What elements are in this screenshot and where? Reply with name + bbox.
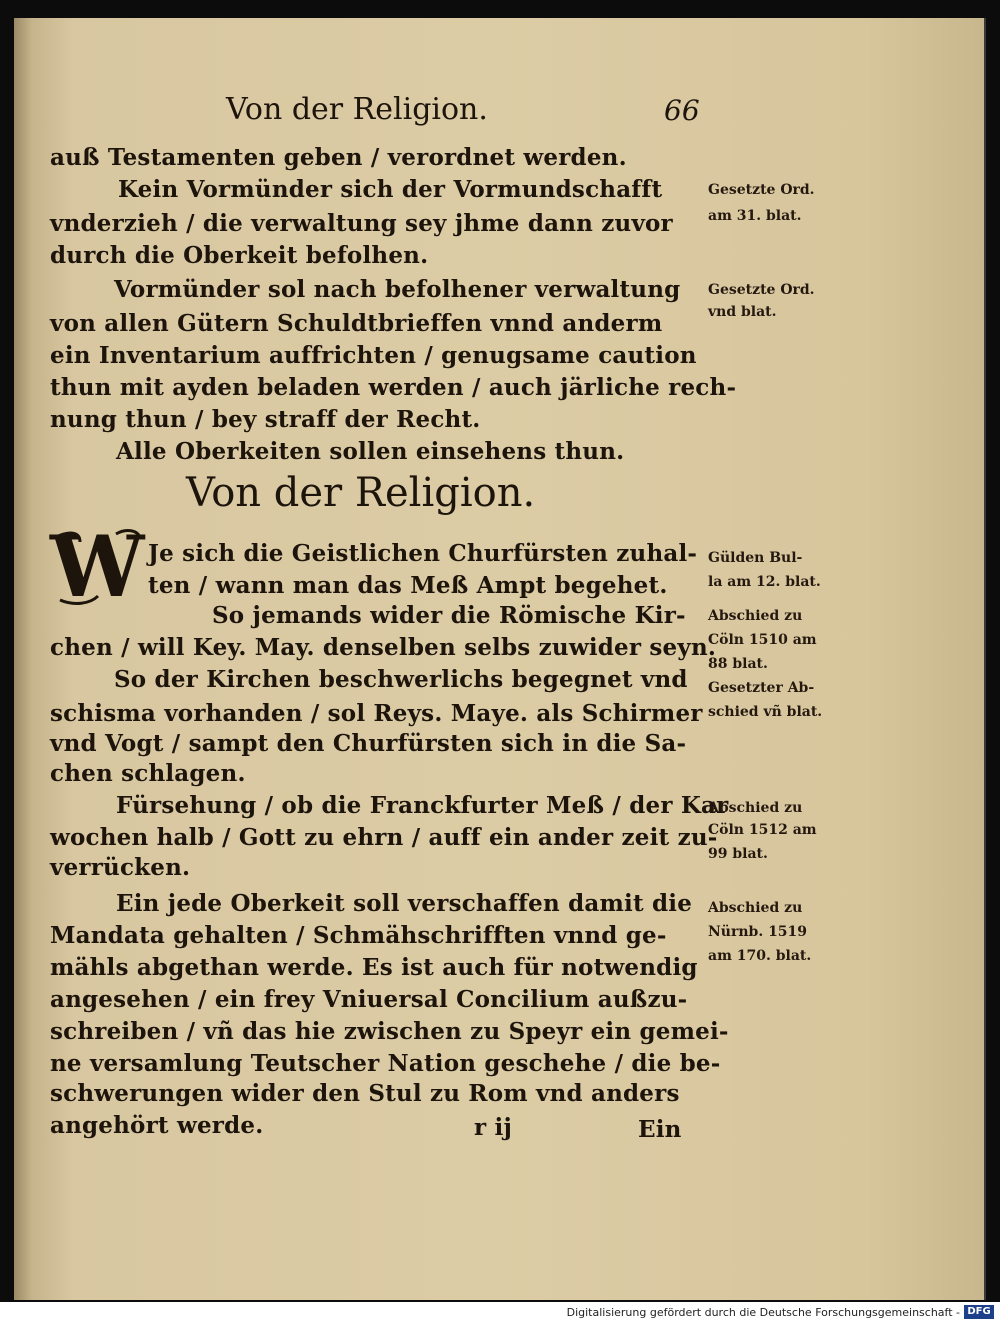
body-line: mähls abgethan werde. Es ist auch für notwendig [50,954,698,981]
body-line: vnderzieh / die verwaltung sey jhme dann zuvor [50,210,673,237]
body-line: Fürsehung / ob die Franckfurter Meß / der Kar [116,792,729,819]
margin-note: vnd blat. [708,304,777,320]
catchword: Ein [638,1116,682,1143]
body-line: schisma vorhanden / sol Reys. Maye. als Schirmer [50,700,703,727]
margin-note: Abschied zu [708,608,803,624]
body-line: chen schlagen. [50,760,246,787]
body-line: Kein Vormünder sich der Vormundschafft [118,176,663,203]
body-line: Mandata gehalten / Schmähschrifften vnnd ge- [50,922,667,949]
decorated-initial [50,517,146,616]
initial-letter: W [50,517,145,616]
body-line: Ein jede Oberkeit soll verschaffen damit die [116,890,693,917]
body-line: Je sich die Geistlichen Churfürsten zuhal- [148,540,698,567]
running-title: Von der Religion. [226,92,488,127]
body-line: ten / wann man das Meß Ampt begehet. [148,572,668,599]
margin-note: Abschied zu [708,800,803,816]
body-line: vnd Vogt / sampt den Churfürsten sich in die Sa- [50,730,687,757]
margin-note: Gesetzte Ord. [708,282,815,298]
margin-note: Nürnb. 1519 [708,924,808,940]
dfg-logo: DFG [964,1305,994,1319]
margin-note: schied vñ blat. [708,704,823,720]
body-line: ein Inventarium auffrichten / genugsame caution [50,342,697,369]
signature-mark: r ij [474,1114,512,1141]
margin-note: la am 12. blat. [708,574,821,590]
body-line: chen / will Key. May. denselben selbs zuwider seyn. [50,634,717,661]
body-line: So der Kirchen beschwerlichs begegnet vnd [114,666,688,693]
section-heading: Von der Religion. [186,470,536,516]
margin-note: Cöln 1512 am [708,822,817,838]
body-line: verrücken. [50,854,191,881]
body-line: schreiben / vñ das hie zwischen zu Speyr ein gemei- [50,1018,729,1045]
page-edge-line [984,18,986,1300]
body-line: wochen halb / Gott zu ehrn / auff ein ander zeit zu- [50,824,718,851]
margin-note: am 31. blat. [708,208,802,224]
margin-note: 99 blat. [708,846,768,862]
flourish-icon [50,528,146,606]
margin-note: Cöln 1510 am [708,632,817,648]
margin-note: 88 blat. [708,656,768,672]
body-line: schwerungen wider den Stul zu Rom vnd anders [50,1080,680,1107]
body-line: So jemands wider die Römische Kir- [212,602,686,629]
body-line: nung thun / bey straff der Recht. [50,406,481,433]
body-line: durch die Oberkeit befolhen. [50,242,429,269]
margin-note: Gesetzter Ab- [708,680,815,696]
body-line: angesehen / ein frey Vniuersal Concilium außzu- [50,986,688,1013]
body-line: Vormünder sol nach befolhener verwaltung [114,276,681,303]
body-line: ne versamlung Teutscher Nation geschehe / die be- [50,1050,721,1077]
margin-note: am 170. blat. [708,948,812,964]
body-line: auß Testamenten geben / verordnet werden. [50,144,627,171]
body-line: angehört werde. [50,1112,264,1139]
margin-note: Abschied zu [708,900,803,916]
margin-note: Gesetzte Ord. [708,182,815,198]
body-line: thun mit ayden beladen werden / auch järliche rech- [50,374,737,401]
funding-credit: Digitalisierung gefördert durch die Deutsche Forschungsgemeinschaft - [566,1306,960,1319]
body-line: Alle Oberkeiten sollen einsehens thun. [116,438,625,465]
body-line: von allen Gütern Schuldtbrieffen vnnd anderm [50,310,663,337]
page-number: 66 [664,94,700,127]
margin-note: Gülden Bul- [708,550,803,566]
